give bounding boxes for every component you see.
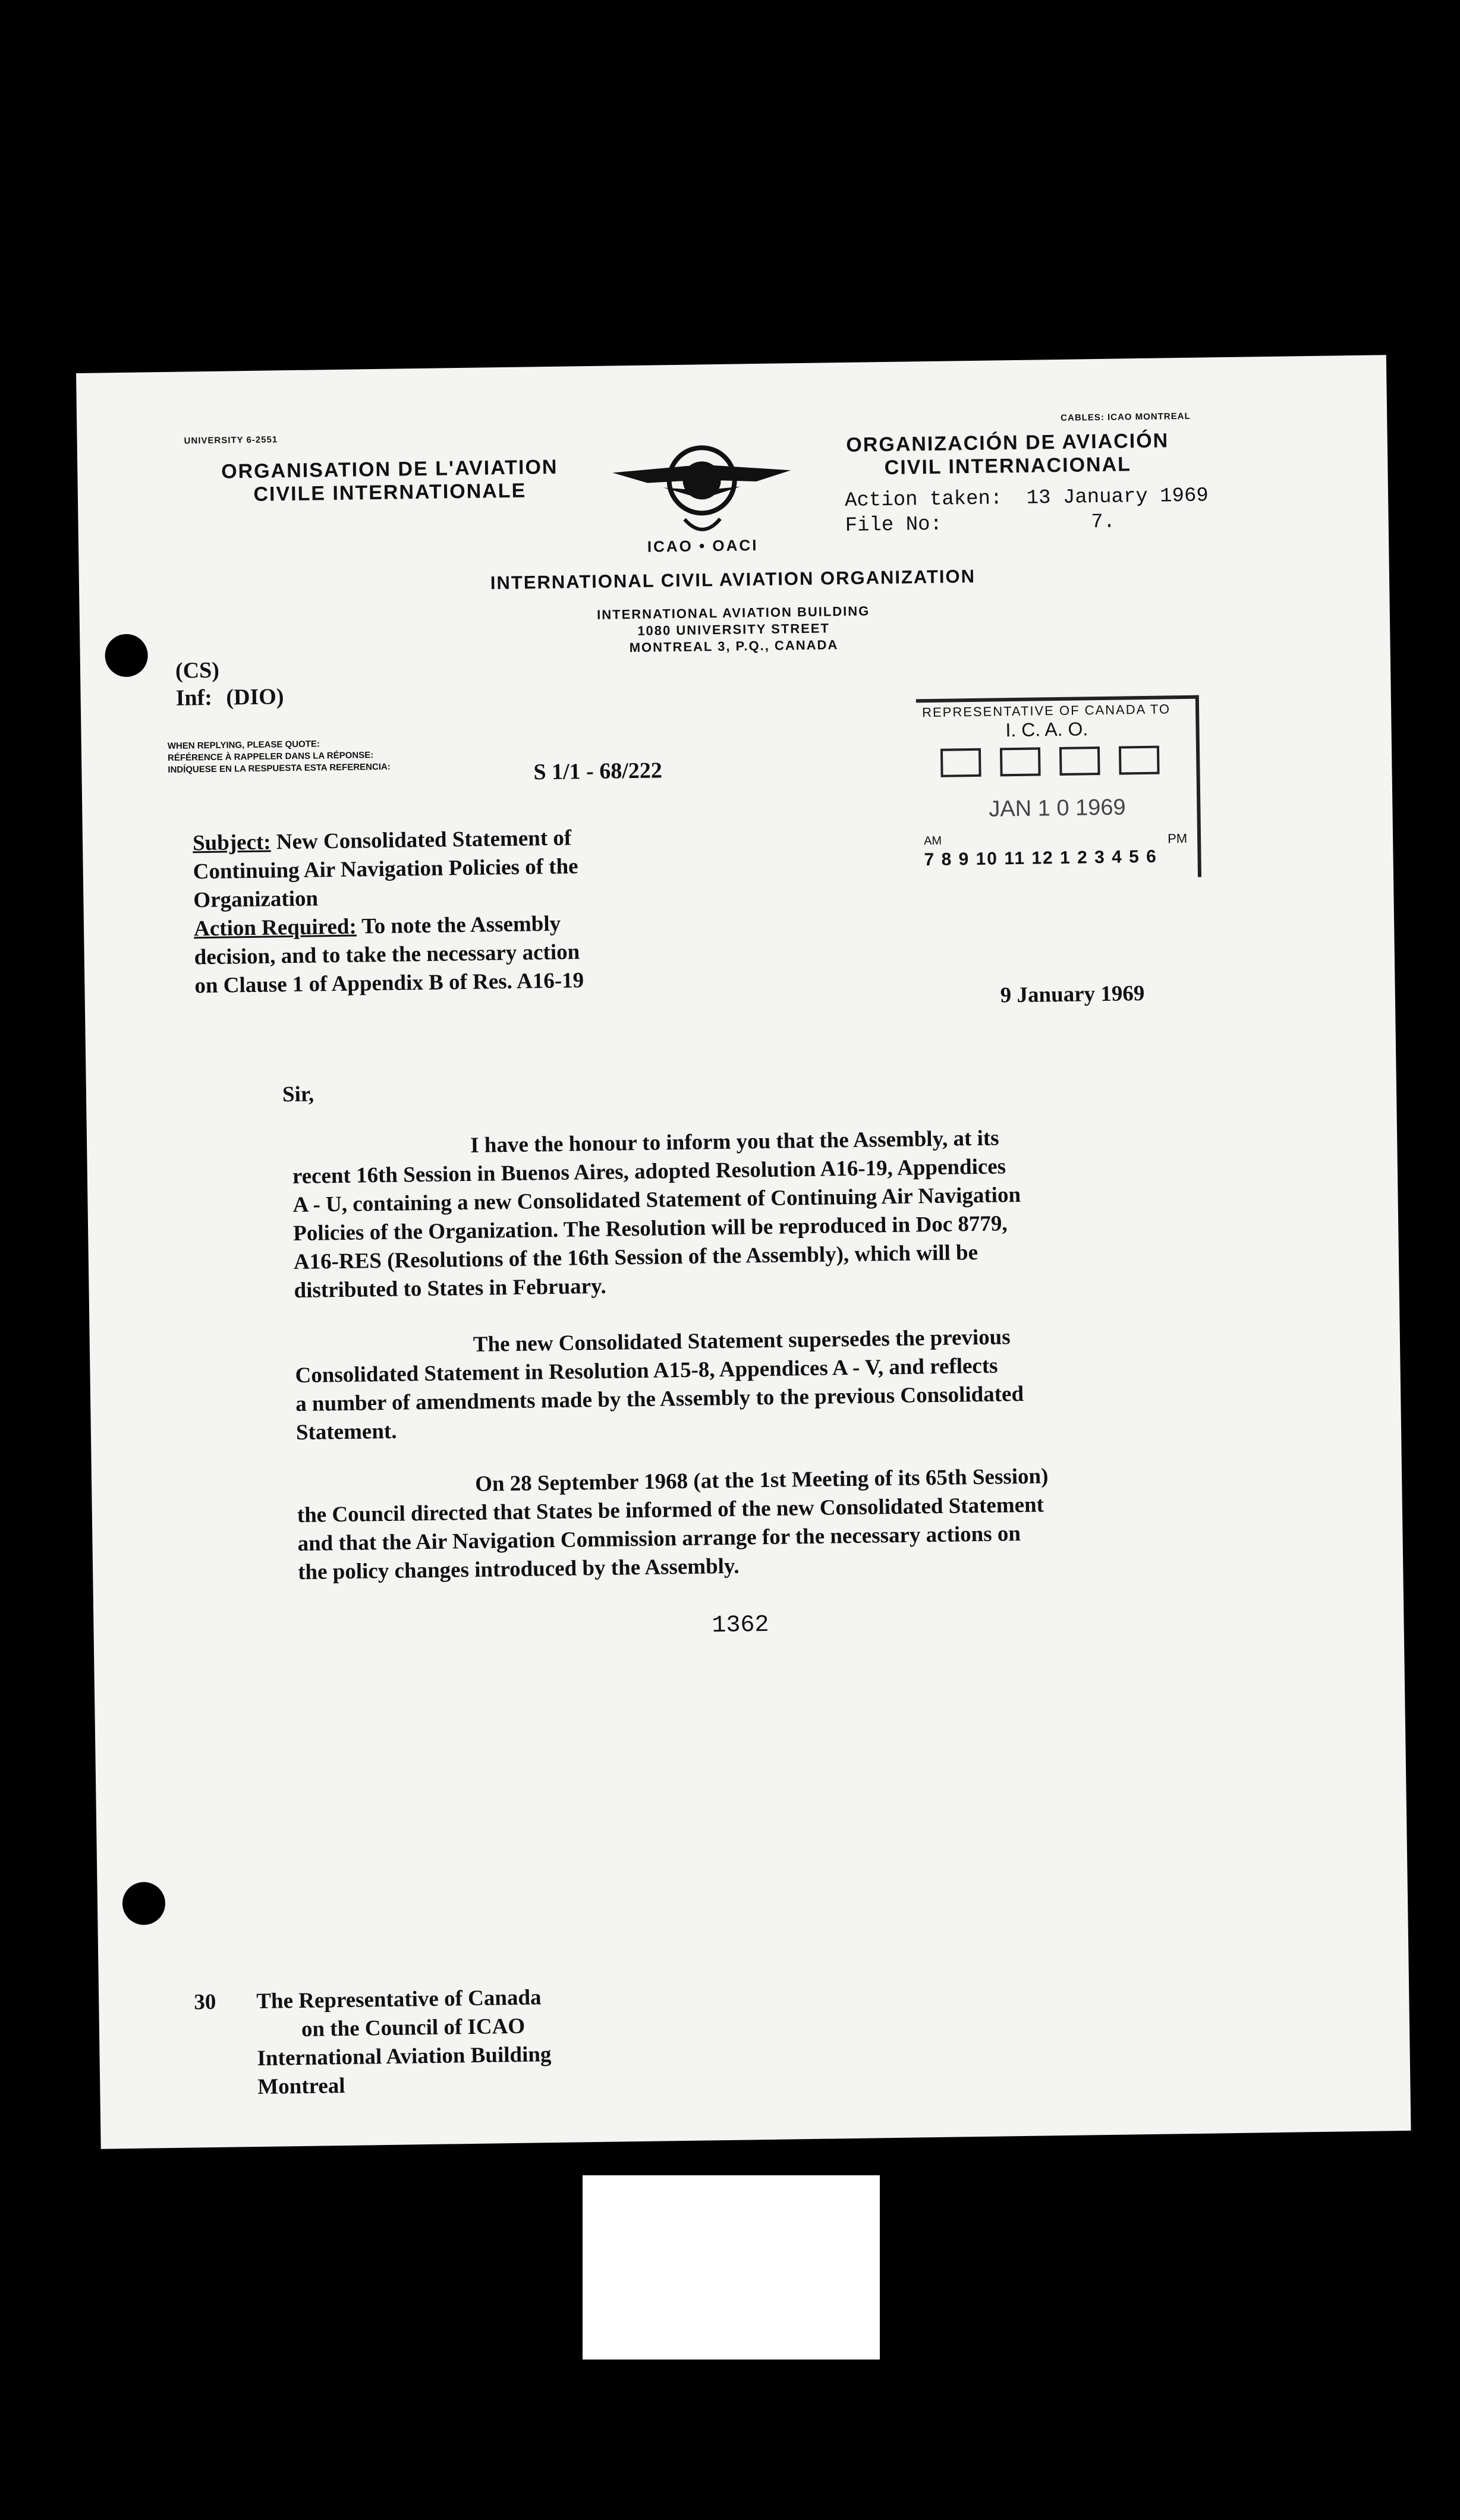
letter-date: 9 January 1969 (1000, 981, 1145, 1008)
reply-line-fr: RÉFÉRENCE À RAPPELER DANS LA RÉPONSE: (167, 750, 374, 763)
addressee-line1: The Representative of Canada (256, 1985, 542, 2014)
cables-address: CABLES: ICAO MONTREAL (1061, 411, 1191, 423)
cs-code: (CS) (175, 657, 220, 683)
action-line1: To note the Assembly (361, 911, 561, 939)
org-fr-line1: ORGANISATION DE L'AVIATION (221, 455, 558, 483)
blank-white-card (583, 2175, 880, 2360)
punch-hole-bottom (122, 1882, 165, 1925)
action-line3: on Clause 1 of Appendix B of Res. A16-19 (194, 968, 584, 998)
org-name-french (205, 455, 574, 507)
subject-block (193, 821, 789, 1000)
addressee-number: 30 (194, 1989, 216, 2015)
inf-label: Inf: (175, 685, 213, 711)
p1-line6: distributed to States in February. (294, 1274, 607, 1303)
stamp-line2: I. C. A. O. (1005, 718, 1088, 741)
org-es-line1: ORGANIZACIÓN DE AVIACIÓN (846, 429, 1169, 456)
p1-line3: A - U, containing a new Consolidated Statement of Continuing Air Navigation (292, 1182, 1021, 1218)
inf-value: (DIO) (226, 684, 284, 710)
action-line2: decision, and to take the necessary action (194, 940, 580, 970)
action-taken-note (845, 483, 1209, 538)
paragraph-1 (292, 1119, 1364, 1305)
p1-line1: I have the honour to inform you that the Assembly, at its (470, 1126, 999, 1158)
handwritten-number: 1362 (712, 1611, 769, 1640)
org-address (555, 602, 913, 657)
received-stamp (916, 695, 1201, 881)
p3-line2: the Council directed that States be informed of the new Consolidated Statement (297, 1492, 1044, 1527)
stamp-line1: REPRESENTATIVE OF CANADA TO (921, 701, 1171, 720)
emblem-text: ICAO • OACI (647, 536, 759, 556)
p1-line4: Policies of the Organization. The Resolution will be reproduced in Doc 8779, (292, 1211, 1008, 1246)
paragraph-3 (297, 1458, 1368, 1587)
stamp-date: JAN 1 0 1969 (989, 795, 1126, 822)
paragraph-2 (295, 1318, 1367, 1447)
reply-line-en: WHEN REPLYING, PLEASE QUOTE: (167, 739, 320, 751)
distribution-note (175, 656, 284, 712)
p2-line4: Statement. (295, 1419, 397, 1445)
org-es-line2: CIVIL INTERNACIONAL (884, 453, 1132, 480)
address-line3: MONTREAL 3, P.Q., CANADA (629, 637, 839, 656)
file-no-label: File No: (845, 513, 943, 537)
stamp-pm: PM (1167, 830, 1188, 846)
reference-number: S 1/1 - 68/222 (533, 758, 663, 785)
subject-line2: Continuing Air Navigation Policies of the (193, 854, 578, 884)
stamp-box-4 (1119, 746, 1160, 775)
p2-line2: Consolidated Statement in Resolution A15-8, Appendices A - V, and reflects (295, 1353, 998, 1388)
p3-line4: the policy changes introduced by the Assembly. (297, 1554, 740, 1585)
action-required-label: Action Required: (193, 914, 357, 941)
reply-instruction (168, 738, 391, 776)
addressee-line3: International Aviation Building (257, 2042, 552, 2071)
addressee-line2: on the Council of ICAO (301, 2014, 526, 2042)
p1-line2: recent 16th Session in Buenos Aires, adopted Resolution A16-19, Appendices (292, 1154, 1006, 1189)
letter-page (76, 355, 1411, 2149)
salutation: Sir, (282, 1082, 314, 1107)
p3-line1: On 28 September 1968 (at the 1st Meeting of its 65th Session) (474, 1464, 1049, 1497)
punch-hole-top (105, 634, 148, 677)
org-name-english: INTERNATIONAL CIVIL AVIATION ORGANIZATION (490, 565, 976, 594)
action-taken-value: 13 January 1969 (1026, 484, 1209, 510)
stamp-hours: 7 8 9 10 11 12 1 2 3 4 5 6 (924, 846, 1158, 870)
file-no-value: 7. (1091, 511, 1116, 534)
phone-number: UNIVERSITY 6-2551 (184, 434, 278, 446)
addressee-line4: Montreal (257, 2073, 345, 2100)
p1-line5: A16-RES (Resolutions of the 16th Session of the Assembly), which will be (293, 1240, 978, 1275)
addressee-block (256, 1980, 793, 2102)
address-line1: INTERNATIONAL AVIATION BUILDING (596, 603, 870, 622)
p2-line3: a number of amendments made by the Assembly to the previous Consolidated (295, 1381, 1024, 1417)
stamp-box-2 (1000, 747, 1041, 776)
p2-line1: The new Consolidated Statement supersedes the previous (473, 1325, 1011, 1357)
stamp-box-3 (1059, 746, 1100, 776)
p3-line3: and that the Air Navigation Commission arrange for the necessary actions on (297, 1522, 1021, 1556)
stamp-box-1 (940, 748, 981, 777)
subject-line3: Organization (193, 886, 319, 913)
subject-label: Subject: (192, 830, 271, 856)
org-fr-line2: CIVILE INTERNATIONALE (253, 479, 527, 506)
reply-line-es: INDÍQUESE EN LA RESPUESTA ESTA REFERENCIA: (168, 761, 391, 775)
action-taken-label: Action taken: (844, 487, 1003, 512)
org-name-spanish (823, 429, 1192, 481)
stamp-am: AM (923, 834, 942, 848)
subject-line1: New Consolidated Statement of (276, 826, 572, 855)
address-line2: 1080 UNIVERSITY STREET (637, 620, 830, 638)
